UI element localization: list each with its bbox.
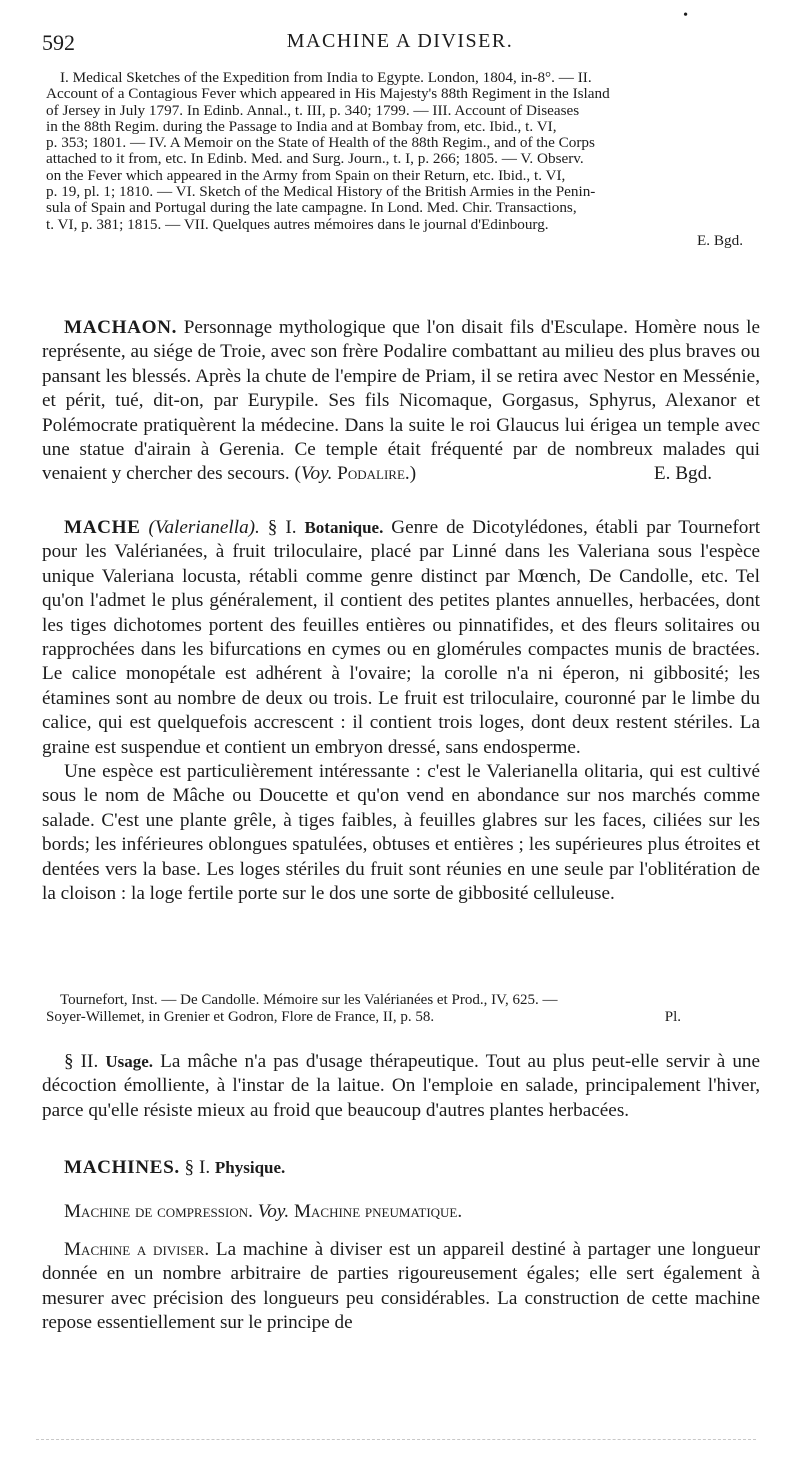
headword: MACHINES. <box>64 1157 180 1178</box>
bibliography-line: of Jersey in July 1797. In Edinb. Annal., t. III, p. 340; 1799. — III. Account of Diseases <box>46 101 580 119</box>
bibliography-line: on the Fever which appeared in the Army from Spain on their Return, etc. Ibid., t. VI, <box>46 166 566 184</box>
subentry-title: Machine de compression. <box>64 1201 253 1222</box>
latin-name: (Valerianella). <box>148 517 260 538</box>
reference-line: Tournefort, Inst. — De Candolle. Mémoire sur les Valérianées et Prod., IV, 625. — <box>60 992 558 1008</box>
entry-text: Genre de Dicotylédones, établi par Tournefort pour les Valérianées, à fruit triloculaire, placé par Linné dans les Valeriana sous l'espèce unique Valeriana locusta, rétabli comme genre distinct par Mœnch, De Candolle, etc. Tel qu'on l'admet le plus généralement, il contient des petites plantes annuelles, herbacées, dont les tiges dichotomes portent des feuilles entières ou pinnatifides, et des fleurs solitaires ou rapprochées dans les bifurcations en cymes ou en glomérules compactes munis de bractées. Le calice monopétale est adhérent à l'ovaire; la corolle n'a ni éperon, ni gibbosité; les étamines sont au nombre de deux ou trois. Le fruit est triloculaire, couronné par le limbe du calice, qui est quelquefois accrescent : il contient trois loges, dont deux restent stériles. La graine est suspendue et contient un embryon dressé, sans endosperme. <box>42 517 761 758</box>
section-title: Physique. <box>214 1158 286 1177</box>
bibliography-line: I. Medical Sketches of the Expedition from India to Egypte. London, 1804, in-8°. — II. <box>60 69 592 86</box>
section-mark: § I. <box>184 1157 211 1178</box>
bibliography-line: p. 353; 1801. — IV. A Memoir on the State of Health of the 88th Regim., and of the Corps <box>46 134 595 152</box>
bibliography-line: Account of a Contagious Fever which appeared in His Majesty's 88th Regiment in the Island <box>46 85 610 103</box>
cross-reference-link[interactable]: Podalire. <box>337 463 410 485</box>
entry-text: Personnage mythologique que l'on disait fils d'Esculape. Homère nous le représente, au siége de Troie, avec son frère Podalire combattant au milieu des plus braves ou pansant les blessés. Après la chute de l'empire de Priam, il se retira avec Nestor en Messénie, et périt, tué, dit-on, par Eurypile. Ses fils Nicomaque, Gorgasus, Sphyrus, Alexanor et Polémocrate pratiquèrent la médecine. Dans la suite le roi Glaucus lui érigea un temple avec une statue d'airain à Gerenia. Ce temple était fréquenté par de nombreux malades qui venaient y chercher des secours. <box>42 317 761 485</box>
entry-text: La mâche n'a pas d'usage thérapeutique. Tout au plus peut-elle servir à une décoction émolliente, à l'instar de la laitue. On l'emploie en salade, principalement l'hiver, parce qu'elle résiste mieux au froid que beaucoup d'autres plantes herbacées. <box>42 1051 761 1121</box>
entry-text: La machine à diviser est un appareil destiné à partager une longueur donnée en un nombre arbitraire de parties rigoureusement égales; elle sert également à mesurer avec précision des longueurs peu considérables. La construction de cette machine repose essentiellement sur le principe de <box>42 1239 760 1334</box>
bibliography-line: in the 88th Regim. during the Passage to India and at Bombay from, etc. Ibid., t. VI, <box>46 117 557 135</box>
section-mark: § I. <box>267 517 297 538</box>
bibliography-line: p. 19, pl. 1; 1810. — VI. Sketch of the Medical History of the British Armies in the Penin- <box>46 183 596 201</box>
author-signature: E. Bgd. <box>653 463 712 485</box>
page-header <box>42 8 758 60</box>
subentry-title: Machine a diviser. <box>64 1239 210 1260</box>
reference-line: Soyer-Willemet, in Grenier et Godron, Flore de France, II, p. 58. <box>46 1009 435 1025</box>
headword: MACHAON. <box>64 317 177 338</box>
entry-mache-usage <box>42 1050 760 1123</box>
section-mark: § II. <box>64 1051 99 1072</box>
bibliography-block <box>46 70 761 249</box>
entry-machine-diviser <box>42 1238 760 1336</box>
voy-reference: Voy. <box>300 463 333 485</box>
entry-machaon: MACHAON. Personnage mythologique que l'on disait fils d'Esculape. Homère nous le représente, au siége de Troie, avec son frère Podalire combattant au milieu des plus braves ou pansant les blessés. Après la chute de l'empire de Priam, il se retira avec Nestor en Messénie, et périt, tué, dit-on, par Eurypile. Ses fils Nicomaque, Gorgasus, Sphyrus, Alexanor et Polémocrate pratiquèrent la médecine. Dans la suite le roi Glaucus lui érigea un temple avec une statue d'airain à Gerenia. Ce temple était fréquenté par de nombreux malades qui venaient y chercher des secours. (Voy. Podalire.) E. Bgd. <box>42 316 760 487</box>
headword: MACHE <box>64 517 141 538</box>
entry-paragraph: Une espèce est particulièrement intéressante : c'est le Valerianella olitaria, qui est cultivé sous le nom de Mâche ou Doucette et qu'on vend en abondance sur nos marchés comme salade. C'est une plante grêle, à tiges faibles, à feuilles glabres sur les faces, ciliées sur les bords; les inférieures oblongues spatulées, obtuses et entières ; les supérieures plus étroites et dentées vers la base. Les loges stériles du fruit sont réunies en une seule par l'oblitération de la cloison : la loge fertile porte sur le dos une sorte de gibbosité celluleuse. <box>42 761 760 905</box>
entry-machine-compression <box>42 1200 760 1224</box>
section-title: Botanique. <box>304 518 384 537</box>
section-title: Usage. <box>105 1052 154 1071</box>
author-signature: E. Bgd. <box>697 231 743 249</box>
entry-mache <box>42 516 760 907</box>
bibliography-line: attached to it from, etc. In Edinb. Med. and Surg. Journ., t. I, p. 266; 1805. — V. Observ. <box>46 150 584 168</box>
cross-reference-link[interactable]: Machine pneumatique. <box>293 1201 463 1222</box>
entry-machines <box>42 1156 760 1180</box>
running-title: MACHINE A DIVISER. <box>286 30 514 52</box>
author-signature: Pl. <box>664 1009 681 1025</box>
bibliography-line: t. VI, p. 381; 1815. — VII. Quelques autres mémoires dans le journal d'Edinbourg. <box>46 215 549 233</box>
margin-dot: • <box>683 8 688 23</box>
references-block <box>46 992 761 1026</box>
bibliography-line: sula of Spain and Portugal during the late campagne. In Lond. Med. Chir. Transactions, <box>46 199 577 217</box>
bottom-rule <box>36 1439 756 1440</box>
page-number: 592 <box>42 30 75 55</box>
voy-reference: Voy. <box>257 1201 290 1222</box>
